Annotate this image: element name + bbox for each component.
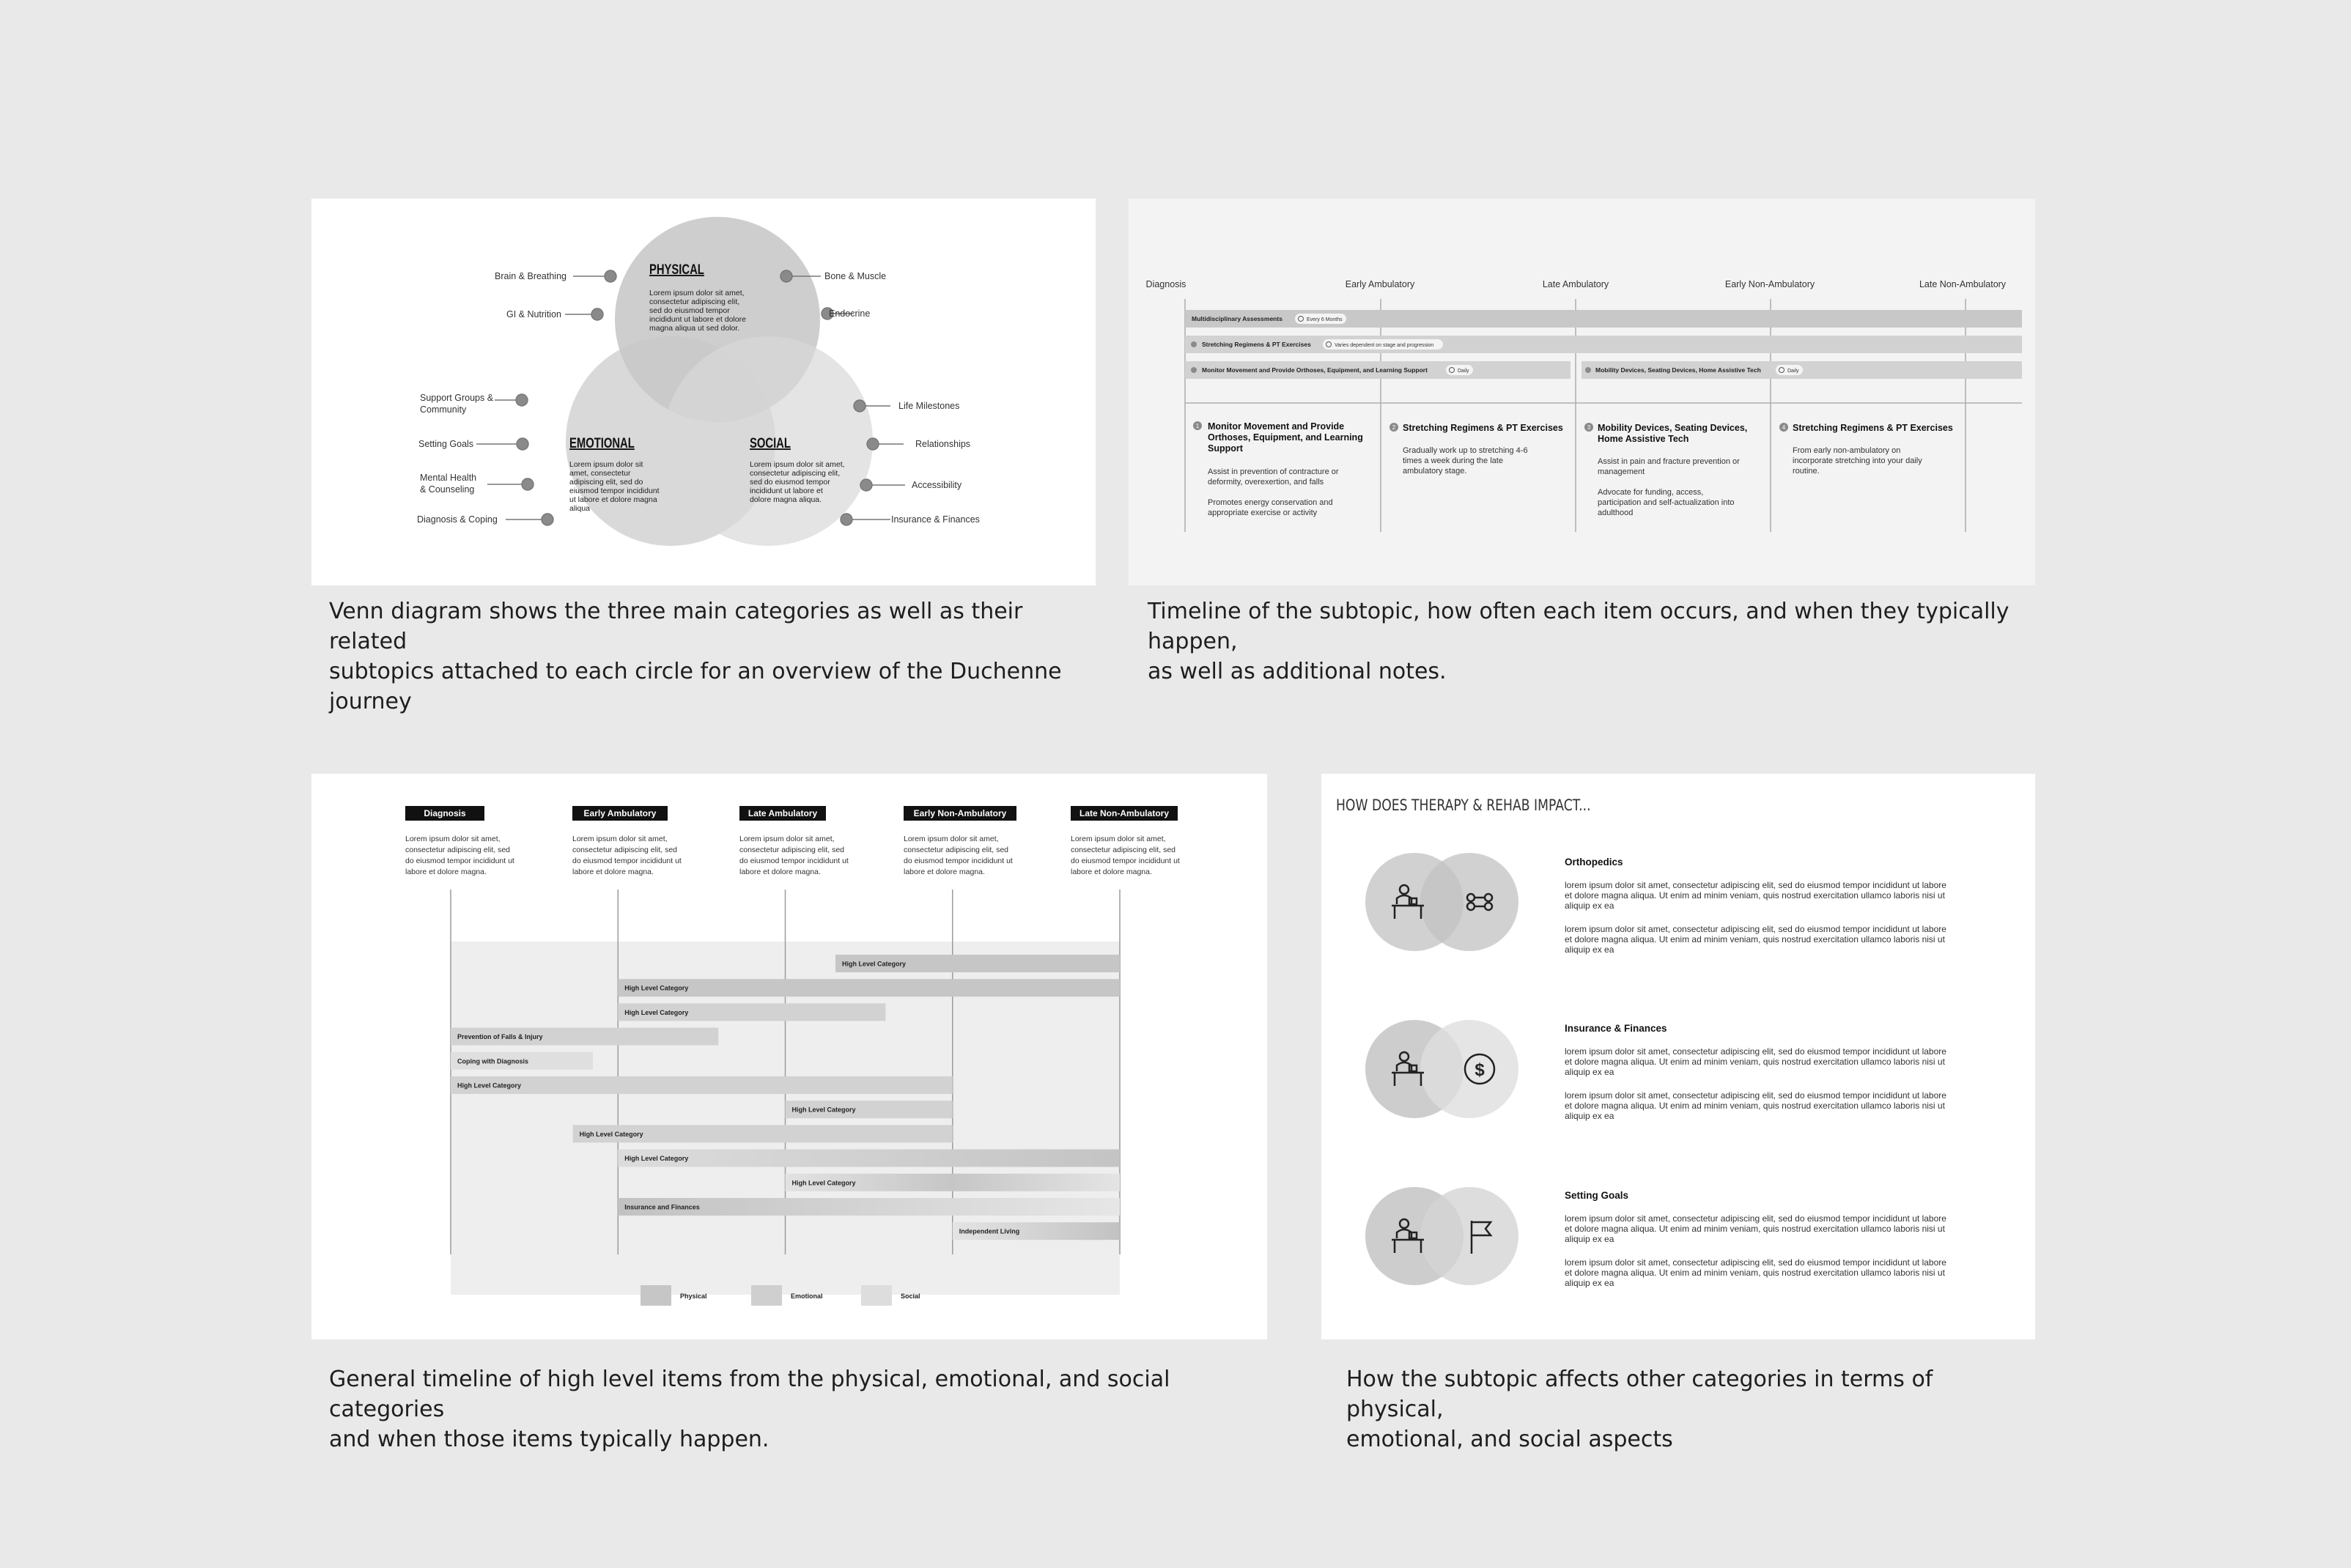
svg-text:$: $: [1475, 1060, 1485, 1080]
impact-item-body: et dolore magna aliqua. Ut enim ad minim veniam, quis nostrud exercitation ullamco laboris nisi ut: [1565, 1268, 1945, 1278]
timeline-bar-label: High Level Category: [457, 1081, 522, 1090]
stage-description: Lorem ipsum dolor sit amet,: [572, 835, 668, 843]
stage-description: consectetur adipiscing elit, sed: [572, 846, 677, 854]
stage-description: Lorem ipsum dolor sit amet,: [739, 835, 835, 843]
stage-description: labore et dolore magna.: [904, 868, 985, 876]
venn-left-label: Brain & Breathing: [495, 271, 566, 281]
venn-node: [516, 394, 528, 406]
venn-node: [780, 270, 792, 282]
social-body: consectetur adipiscing elit,: [750, 469, 841, 478]
venn-node: [860, 479, 872, 491]
venn-node: [605, 270, 616, 282]
stage-description: do eiusmod tempor incididunt ut: [1071, 857, 1180, 865]
physical-body: Lorem ipsum dolor sit amet,: [649, 289, 745, 297]
venn-node: [522, 478, 534, 490]
impact-caption: [1346, 1364, 2028, 1454]
note-title: Home Assistive Tech: [1598, 434, 1689, 444]
impact-item-title: Setting Goals: [1565, 1190, 1629, 1201]
impact-item: [1365, 1020, 1946, 1121]
timeline-bar-label: High Level Category: [791, 1106, 856, 1114]
legend-label: Social: [901, 1293, 920, 1300]
stage-description: labore et dolore magna.: [405, 868, 487, 876]
timeline-bar-label: Insurance and Finances: [624, 1203, 700, 1211]
stage-description: labore et dolore magna.: [739, 868, 821, 876]
social-body: incididunt ut labore et: [750, 487, 823, 495]
impact-item: [1365, 1187, 1946, 1288]
stage-description: consectetur adipiscing elit, sed: [739, 846, 844, 854]
bar-label: Monitor Movement and Provide Orthoses, Equipment, and Learning Support: [1202, 366, 1428, 374]
general-timeline: [311, 774, 1267, 1339]
impact-panel: [1321, 774, 2035, 1339]
social-title: SOCIAL: [750, 435, 791, 451]
note-title: Monitor Movement and Provide: [1208, 421, 1345, 432]
venn-node: [854, 400, 866, 412]
bar-label: Mobility Devices, Seating Devices, Home Assistive Tech: [1595, 366, 1761, 374]
stage-label: Early Non-Ambulatory: [1724, 279, 1815, 289]
venn-left-label: Setting Goals: [418, 439, 474, 449]
note-number: 1: [1195, 423, 1200, 429]
venn-left-label: GI & Nutrition: [506, 309, 561, 319]
venn-node: [591, 308, 603, 320]
bar-marker-icon: [1585, 367, 1591, 373]
emotional-body: Lorem ipsum dolor sit: [569, 460, 643, 469]
impact-item-body: lorem ipsum dolor sit amet, consectetur adipiscing elit, sed do eiusmod tempor incididunt ut labore: [1565, 1090, 1946, 1101]
stage-header: Early Non-Ambulatory: [913, 808, 1007, 818]
legend-swatch-social: [861, 1285, 892, 1306]
impact-item-body: aliquip ex ea: [1565, 1111, 1614, 1121]
general-caption: [329, 1364, 1252, 1454]
impact-item-body: aliquip ex ea: [1565, 1234, 1614, 1244]
timeline-bar-label: Independent Living: [959, 1227, 1020, 1235]
impact-item-title: Orthopedics: [1565, 857, 1623, 868]
venn-left-label: Community: [420, 404, 467, 415]
impact-item-body: lorem ipsum dolor sit amet, consectetur adipiscing elit, sed do eiusmod tempor incididunt ut labore: [1565, 924, 1946, 934]
note-body: Advocate for funding, access,: [1598, 488, 1704, 497]
general-timeline-panel: [311, 774, 1267, 1339]
subtopic-caption: [1148, 596, 2049, 687]
venn-panel: [311, 199, 1096, 585]
venn-left-label: Support Groups &: [420, 393, 494, 403]
timeline-bar: [451, 1076, 953, 1094]
impact-item-body: aliquip ex ea: [1565, 1278, 1614, 1288]
note-title: Orthoses, Equipment, and Learning: [1208, 432, 1363, 443]
impact-diagram: [1321, 774, 2035, 1339]
impact-item-body: aliquip ex ea: [1565, 1067, 1614, 1077]
note-body: appropriate exercise or activity: [1208, 509, 1318, 517]
venn-right-label: Relationships: [915, 439, 971, 449]
note-title: Support: [1208, 443, 1243, 454]
emotional-body: ut labore et dolore magna: [569, 495, 657, 504]
note-body: Promotes energy conservation and: [1208, 498, 1333, 507]
caption-line: and when those items typically happen.: [329, 1427, 769, 1452]
stage-header: Diagnosis: [424, 808, 466, 818]
note-title: Stretching Regimens & PT Exercises: [1403, 423, 1563, 433]
stage-description: do eiusmod tempor incididunt ut: [904, 857, 1013, 865]
legend-label: Emotional: [791, 1293, 823, 1300]
social-body: sed do eiusmod tempor: [750, 478, 830, 487]
impact-item: [1365, 853, 1946, 955]
note-body: incorporate stretching into your daily: [1793, 456, 1922, 465]
impact-item-body: et dolore magna aliqua. Ut enim ad minim veniam, quis nostrud exercitation ullamco laboris nisi ut: [1565, 890, 1945, 901]
stage-label: Late Ambulatory: [1542, 279, 1609, 289]
stage-header: Early Ambulatory: [583, 808, 657, 818]
subtopic-timeline: [1129, 199, 2035, 585]
stage-description: Lorem ipsum dolor sit amet,: [405, 835, 501, 843]
emotional-body: aliqua: [569, 504, 591, 513]
stage-header: Late Ambulatory: [748, 808, 818, 818]
bar-label: Stretching Regimens & PT Exercises: [1202, 341, 1311, 348]
venn-node: [841, 514, 852, 525]
caption-line: Timeline of the subtopic, how often each item occurs, and when they typically happen,: [1148, 599, 2009, 654]
stage-description: do eiusmod tempor incididunt ut: [572, 857, 682, 865]
venn-node: [867, 438, 879, 450]
timeline-bar-label: High Level Category: [624, 1155, 689, 1163]
frequency-tag-text: Daily: [1787, 369, 1799, 374]
impact-item-body: lorem ipsum dolor sit amet, consectetur adipiscing elit, sed do eiusmod tempor incididunt ut labore: [1565, 1046, 1946, 1057]
emotional-body: adipiscing elit, sed do: [569, 478, 643, 487]
note-body: adulthood: [1598, 509, 1634, 517]
impact-item-body: et dolore magna aliqua. Ut enim ad minim veniam, quis nostrud exercitation ullamco laboris nisi ut: [1565, 1057, 1945, 1067]
venn-right-label: Insurance & Finances: [891, 514, 980, 525]
note-number: 2: [1392, 424, 1396, 431]
timeline-bar-label: High Level Category: [841, 960, 907, 968]
impact-heading: HOW DOES THERAPY & REHAB IMPACT...: [1336, 796, 1591, 815]
note-title: Stretching Regimens & PT Exercises: [1793, 423, 1953, 433]
note-body: Gradually work up to stretching 4-6: [1403, 446, 1528, 455]
physical-body: incididunt ut labore et dolore: [649, 315, 746, 324]
stage-description: consectetur adipiscing elit, sed: [904, 846, 1008, 854]
timeline-bar: [618, 979, 1120, 996]
note-body: From early non-ambulatory on: [1793, 446, 1901, 455]
impact-item-body: lorem ipsum dolor sit amet, consectetur adipiscing elit, sed do eiusmod tempor incididunt ut labore: [1565, 1213, 1946, 1224]
bar-marker-icon: [1191, 341, 1197, 347]
stage-label: Diagnosis: [1145, 279, 1186, 289]
note-title: Mobility Devices, Seating Devices,: [1598, 423, 1748, 433]
timeline-bar-label: High Level Category: [579, 1130, 643, 1138]
note-body: management: [1598, 467, 1645, 476]
venn-left-label: & Counseling: [420, 484, 475, 495]
caption-line: General timeline of high level items from the physical, emotional, and social categories: [329, 1367, 1170, 1422]
note-body: Assist in pain and fracture prevention or: [1598, 457, 1740, 466]
venn-left-label: Diagnosis & Coping: [417, 514, 498, 525]
note-body: ambulatory stage.: [1403, 467, 1467, 476]
venn-node: [542, 514, 553, 525]
timeline-bar-label: Coping with Diagnosis: [457, 1057, 528, 1065]
bar-marker-icon: [1191, 367, 1197, 373]
timeline-bar-label: Prevention of Falls & Injury: [457, 1033, 543, 1041]
social-body: Lorem ipsum dolor sit amet,: [750, 460, 845, 469]
venn-diagram: [311, 199, 1096, 585]
stage-description: consectetur adipiscing elit, sed: [1071, 846, 1176, 854]
stage-label: Late Non-Ambulatory: [1919, 279, 2007, 289]
venn-left-label: Mental Health: [420, 473, 477, 483]
note-number: 3: [1587, 424, 1591, 431]
frequency-tag-text: Varies dependent on stage and progression: [1335, 343, 1434, 348]
legend-swatch-physical: [641, 1285, 671, 1306]
physical-body: magna aliqua ut sed dolor.: [649, 324, 740, 333]
caption-line: subtopics attached to each circle for an overview of the Duchenne journey: [329, 659, 1062, 714]
note-body: times a week during the late: [1403, 456, 1503, 465]
impact-item-body: aliquip ex ea: [1565, 944, 1614, 955]
impact-item-body: et dolore magna aliqua. Ut enim ad minim veniam, quis nostrud exercitation ullamco laboris nisi ut: [1565, 934, 1945, 944]
frequency-tag-text: Daily: [1458, 369, 1469, 374]
stage-description: labore et dolore magna.: [572, 868, 654, 876]
stage-description: labore et dolore magna.: [1071, 868, 1152, 876]
stage-description: consectetur adipiscing elit, sed: [405, 846, 510, 854]
caption-line: emotional, and social aspects: [1346, 1427, 1673, 1452]
caption-line: as well as additional notes.: [1148, 659, 1447, 684]
stage-description: Lorem ipsum dolor sit amet,: [1071, 835, 1166, 843]
venn-caption: [329, 596, 1099, 717]
social-body: dolore magna aliqua.: [750, 495, 822, 504]
stage-label: Early Ambulatory: [1345, 279, 1415, 289]
stage-description: do eiusmod tempor incididunt ut: [405, 857, 514, 865]
note-body: participation and self-actualization into: [1598, 498, 1735, 507]
stage-description: Lorem ipsum dolor sit amet,: [904, 835, 999, 843]
note-number: 4: [1782, 424, 1786, 431]
note-body: Assist in prevention of contracture or: [1208, 467, 1339, 476]
note-body: routine.: [1793, 467, 1820, 476]
venn-right-label: Accessibility: [912, 480, 962, 490]
physical-title: PHYSICAL: [649, 262, 704, 278]
physical-body: consectetur adipiscing elit,: [649, 297, 740, 306]
impact-item-body: lorem ipsum dolor sit amet, consectetur adipiscing elit, sed do eiusmod tempor incididunt ut labore: [1565, 880, 1946, 890]
timeline-bar-label: High Level Category: [624, 984, 689, 992]
stage-header: Late Non-Ambulatory: [1079, 808, 1170, 818]
note-body: deformity, overexertion, and falls: [1208, 478, 1324, 487]
emotional-body: amet, consectetur: [569, 469, 631, 478]
subtopic-timeline-panel: [1129, 199, 2035, 585]
venn-node: [517, 438, 528, 450]
emotional-body: eiusmod tempor incididunt: [569, 487, 660, 495]
physical-body: sed do eiusmod tempor: [649, 306, 730, 315]
emotional-title: EMOTIONAL: [569, 435, 635, 451]
impact-item-body: aliquip ex ea: [1565, 901, 1614, 911]
venn-right-label: Life Milestones: [898, 401, 960, 411]
caption-line: How the subtopic affects other categories in terms of physical,: [1346, 1367, 1933, 1422]
timeline-bar-label: High Level Category: [791, 1179, 856, 1187]
impact-item-body: et dolore magna aliqua. Ut enim ad minim veniam, quis nostrud exercitation ullamco laboris nisi ut: [1565, 1101, 1945, 1111]
legend-label: Physical: [680, 1293, 707, 1300]
frequency-tag-text: Every 6 Months: [1307, 317, 1343, 322]
impact-item-body: lorem ipsum dolor sit amet, consectetur adipiscing elit, sed do eiusmod tempor incididunt ut labore: [1565, 1257, 1946, 1268]
venn-right-label: Endocrine: [829, 308, 871, 319]
venn-right-label: Bone & Muscle: [824, 271, 887, 281]
impact-item-body: et dolore magna aliqua. Ut enim ad minim veniam, quis nostrud exercitation ullamco laboris nisi ut: [1565, 1224, 1945, 1234]
timeline-bar: [618, 1150, 1120, 1167]
caption-line: Venn diagram shows the three main categories as well as their related: [329, 599, 1023, 654]
legend-swatch-emotional: [751, 1285, 782, 1306]
impact-item-title: Insurance & Finances: [1565, 1023, 1667, 1034]
timeline-bar-label: High Level Category: [624, 1008, 689, 1016]
bar-label: Multidisciplinary Assessments: [1192, 315, 1282, 322]
stage-description: do eiusmod tempor incididunt ut: [739, 857, 849, 865]
